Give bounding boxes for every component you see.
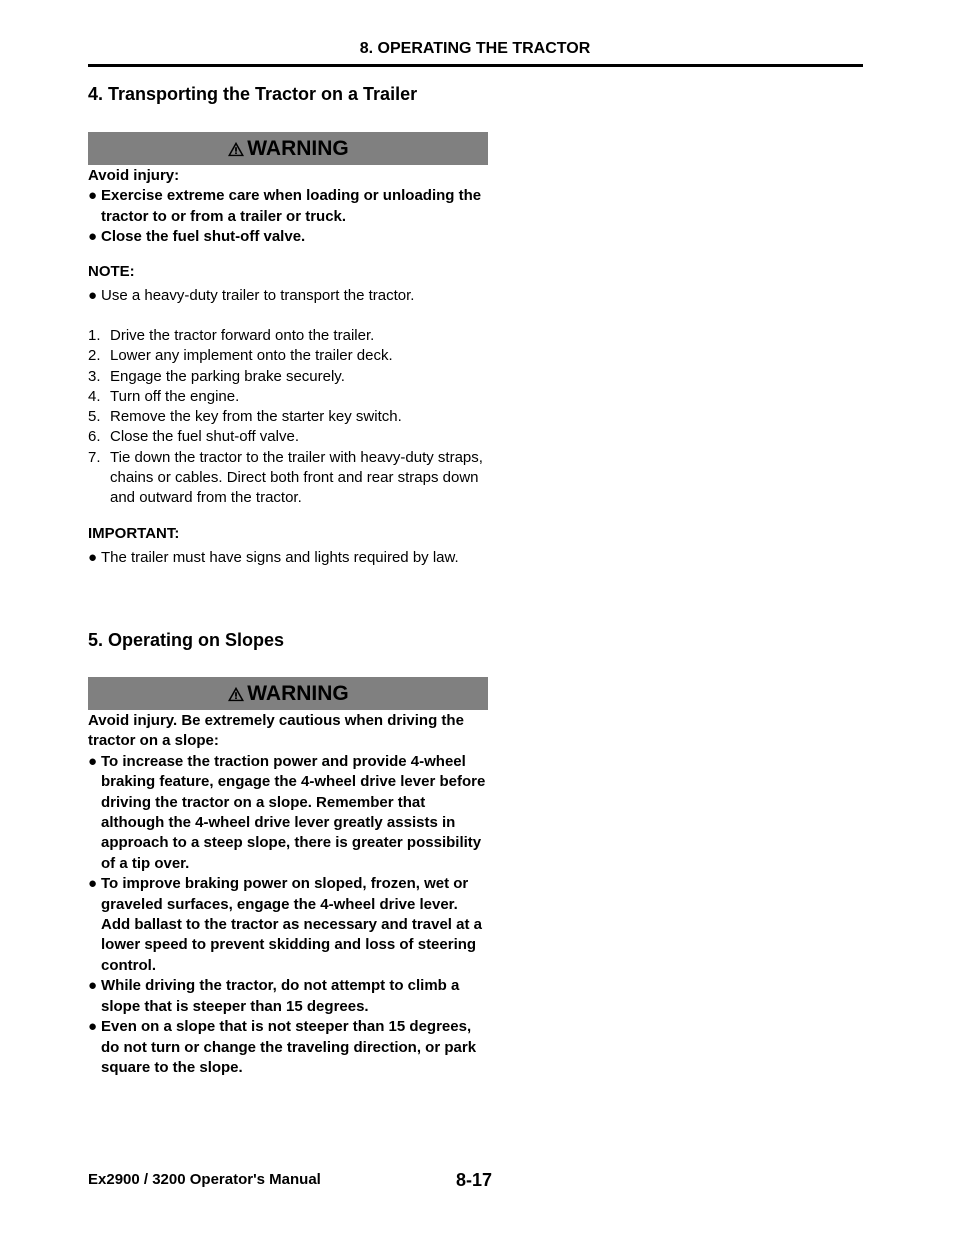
section-4-important [88,524,488,568]
bullet-text: Use a heavy-duty trailer to transport the tractor. [101,287,415,304]
bullet-text: Close the fuel shut-off valve. [101,228,306,246]
warning-intro: Avoid injury. Be extremely cautious when driving the tractor on a slope: [88,712,464,750]
section-5-warning [88,677,488,1078]
warning-bullet [88,752,488,874]
warning-bullet [88,874,488,976]
step-item: 6. Close the fuel shut-off valve. [88,428,299,446]
section-5-heading-wrap [88,629,488,651]
bullet-text: The trailer must have signs and lights required by law. [101,549,459,566]
bullet-icon: ● [88,752,98,770]
step-item: 1. Drive the tractor forward onto the trailer. [88,327,375,344]
warning-bullet [88,227,488,247]
warning-bullet [88,1017,488,1078]
step-item: 4. Turn off the engine. [88,387,240,405]
bullet-icon: ● [88,977,98,995]
bullet-icon: ● [88,1018,98,1036]
warning-triangle-icon [227,686,245,702]
bullet-icon: ● [88,549,98,566]
step-item: 3. Engage the parking brake securely. [88,367,345,385]
chapter-header: 8. OPERATING THE TRACTOR [359,40,591,57]
bullet-icon: ● [88,875,98,893]
section-5-heading: 5. Operating on Slopes [88,630,285,650]
bullet-text: To improve braking power on sloped, frozen, wet or graveled surfaces, engage the 4-wheel drive lever. Add ballast to the tractor as necessary and travel at a lower speed to prevent skidding and loss of steering control. [101,875,482,974]
section-4-warning [88,132,488,248]
warning-label: WARNING [247,681,349,705]
footer-manual-title: Ex2900 / 3200 Operator's Manual [88,1171,321,1188]
warning-label: WARNING [247,136,349,160]
bullet-text: Exercise extreme care when loading or unloading the tractor to or from a trailer or truck. [101,187,482,225]
section-4-heading: 4. Transporting the Tractor on a Trailer [88,84,418,104]
warning-banner [88,677,488,710]
bullet-text: To increase the traction power and provide 4-wheel braking feature, engage the 4-wheel drive lever before driving the tractor on a slope. Remember that although the 4-wheel drive lever greatly assists in approach to a steep slope, there is greater possibility of a tip over. [101,752,486,872]
header-rule [88,64,863,67]
bullet-text: Even on a slope that is not steeper than 15 degrees, do not turn or change the traveling direction, or park square to the slope. [101,1018,477,1076]
important-bullet [88,548,488,568]
important-label: IMPORTANT: [88,525,180,542]
bullet-icon: ● [88,228,98,246]
bullet-icon: ● [88,187,98,205]
warning-bullet [88,976,488,1017]
warning-triangle-icon [227,141,245,157]
warning-banner [88,132,488,165]
warning-bullet [88,186,488,227]
step-item: 7. Tie down the tractor to the trailer with heavy-duty straps, chains or cables. Direct both front and rear straps down and outward from the tractor. [88,448,483,507]
step-item: 2. Lower any implement onto the trailer deck. [88,347,393,365]
bullet-text: While driving the tractor, do not attempt to climb a slope that is steeper than 15 degrees. [101,977,460,1015]
section-4-heading-wrap [88,83,488,105]
step-item: 5. Remove the key from the starter key switch. [88,408,402,426]
note-label: NOTE: [88,263,135,280]
warning-intro: Avoid injury: [88,167,180,184]
step-list [88,326,488,509]
section-4-steps [88,326,488,509]
note-bullet [88,286,488,306]
footer-page-number: 8-17 [456,1170,493,1190]
section-4-note [88,262,488,306]
bullet-icon: ● [88,287,98,304]
